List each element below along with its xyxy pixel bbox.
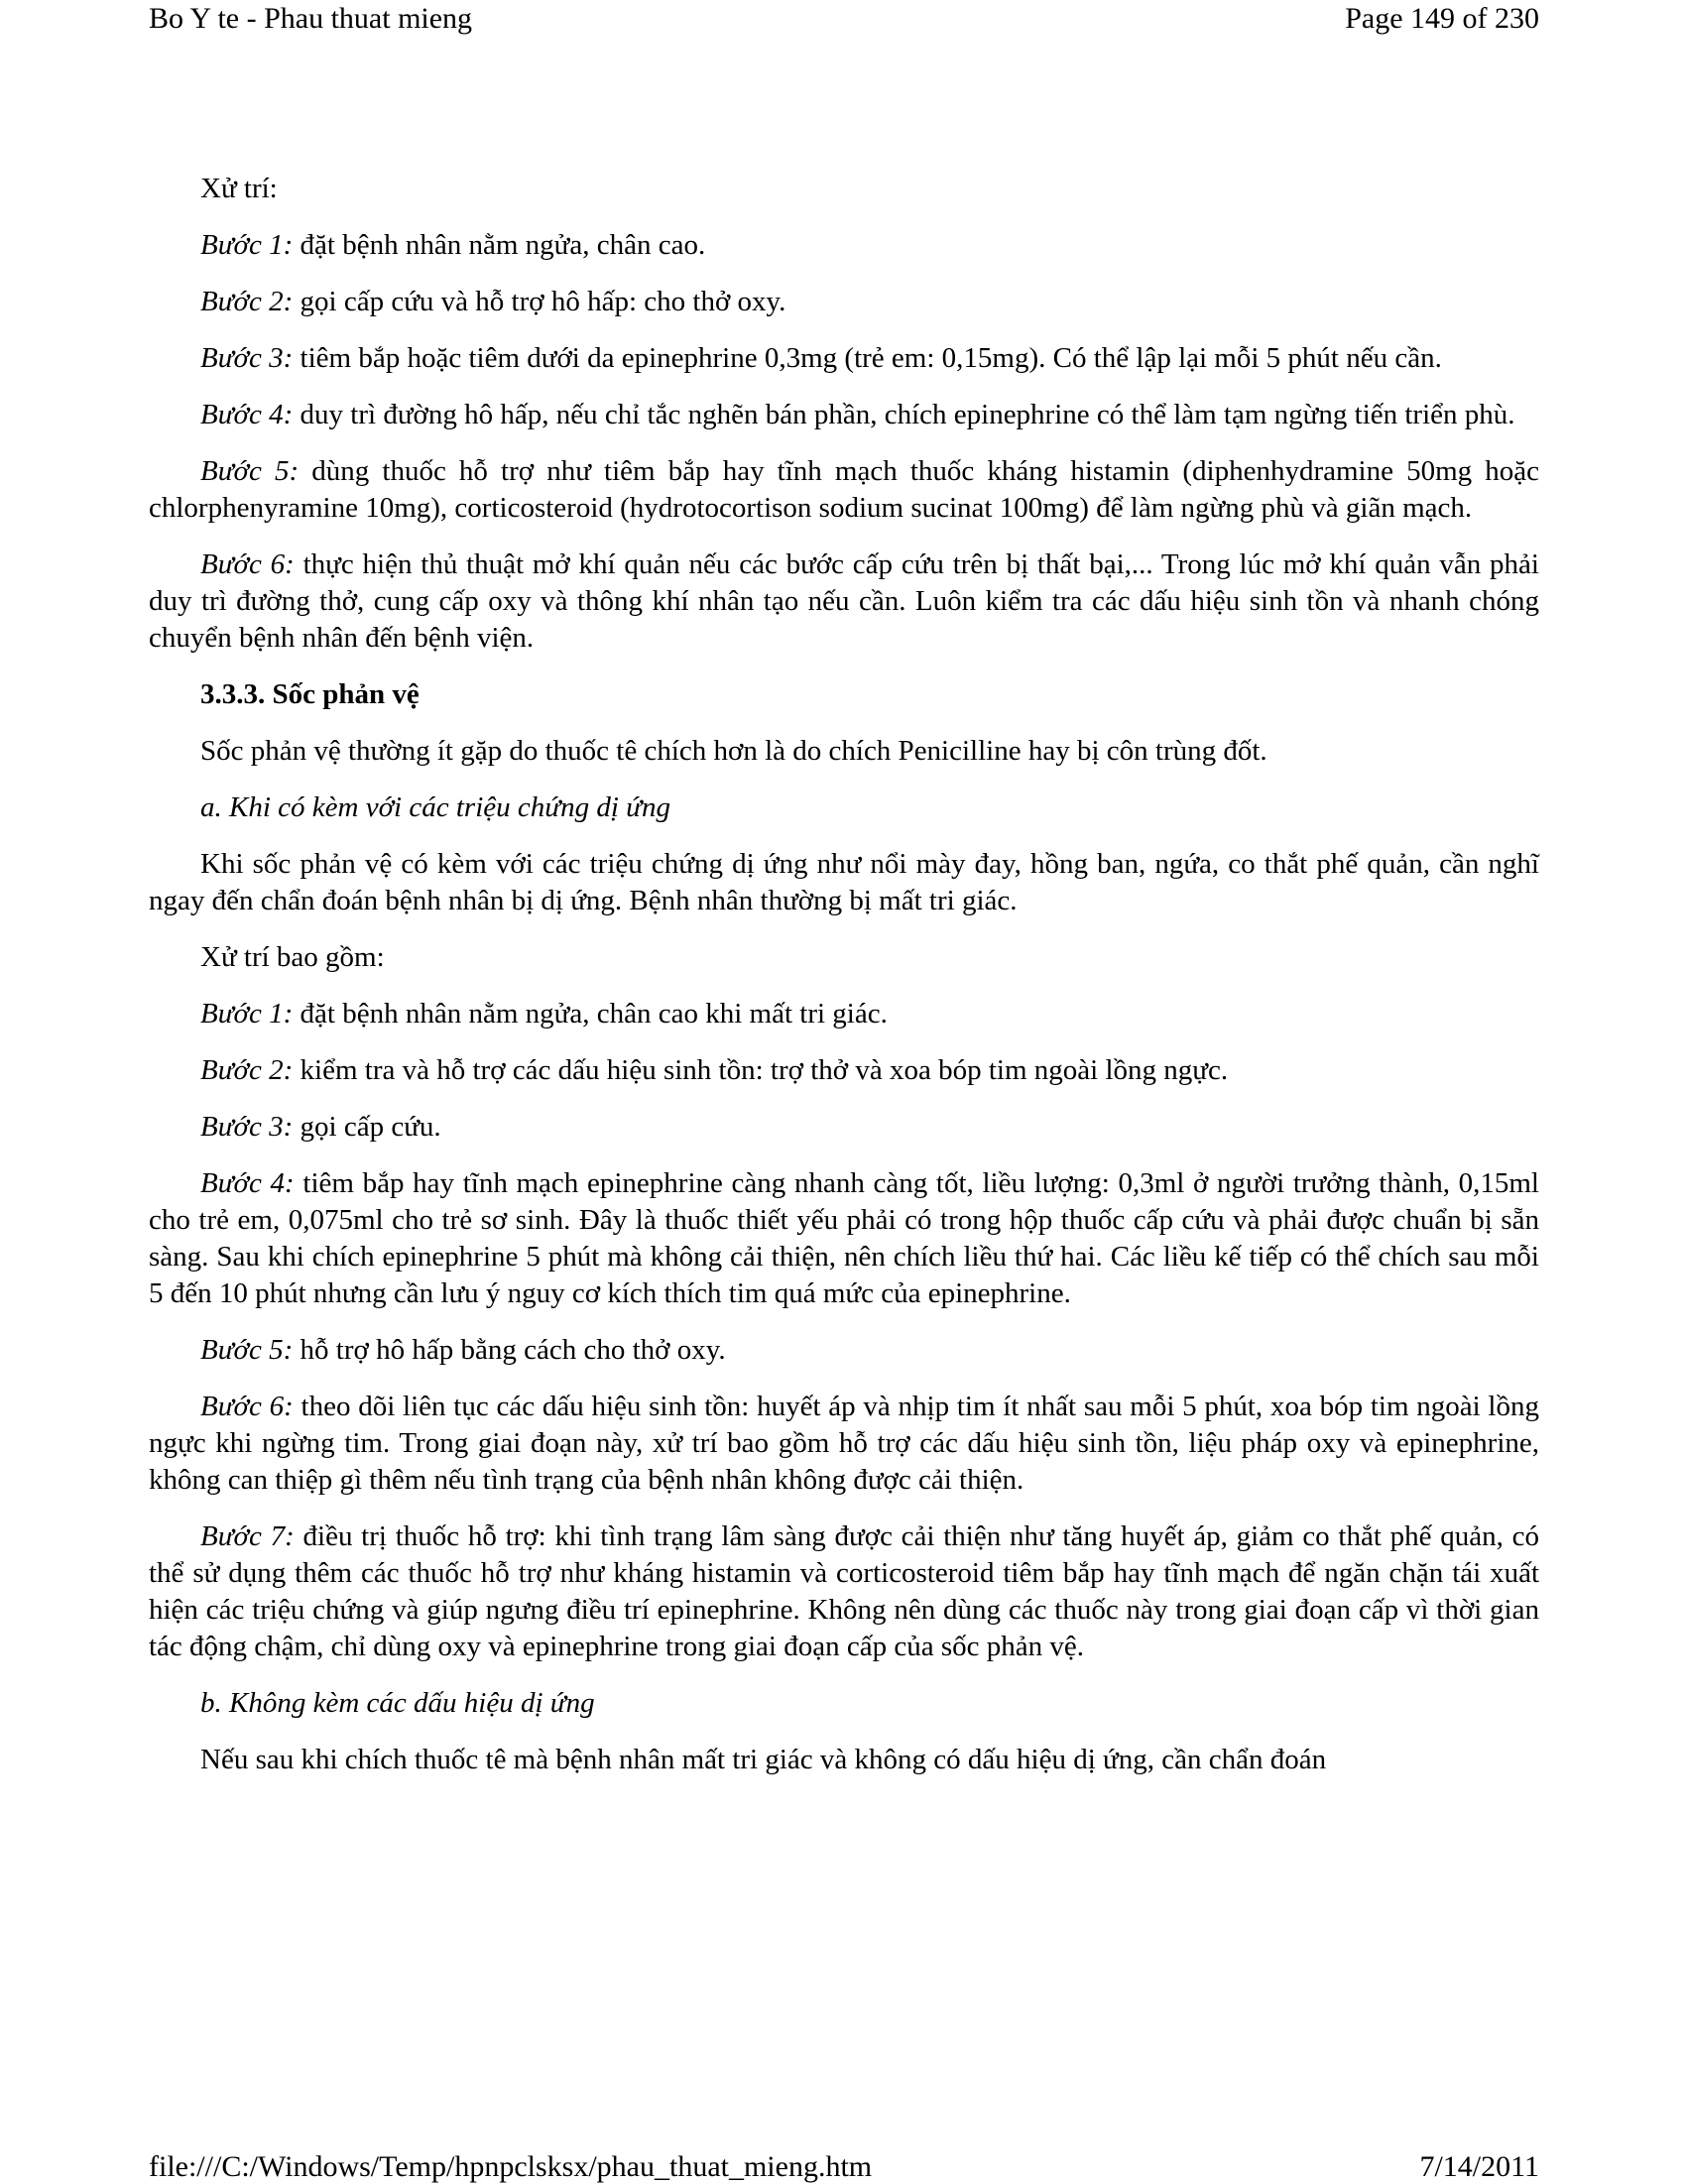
step-label: Bước 6: (200, 1391, 294, 1422)
step-text: hỗ trợ hô hấp bằng cách cho thở oxy. (293, 1334, 726, 1366)
step-text: gọi cấp cứu. (293, 1111, 441, 1143)
paragraph: Xử trí: (200, 173, 278, 204)
step-label: Bước 5: (200, 455, 300, 487)
file-path: file:///C:/Windows/Temp/hpnpclsksx/phau_thuat_mieng.htm (149, 2150, 873, 2183)
paragraph: Xử trí bao gồm: (200, 941, 385, 973)
step-label: Bước 4: (200, 399, 294, 430)
step-text: thực hiện thủ thuật mở khí quản nếu các bước cấp cứu trên bị thất bại,... Trong lúc mở khí quản vẫn phải duy trì đường thở, cung cấp oxy và thông khí nhân tạo nếu cần. Luôn kiểm tra các dấu hiệu sinh tồn và nhanh chóng chuyển bệnh nhân đến bệnh viện. (149, 548, 1539, 654)
step-label: Bước 3: (200, 342, 294, 374)
step-label: Bước 7: (200, 1520, 295, 1552)
step-label: Bước 3: (200, 1111, 294, 1143)
subsection-heading: a. Khi có kèm với các triệu chứng dị ứng (200, 791, 670, 823)
page-header (149, 0, 1539, 40)
page-footer (149, 2150, 1539, 2184)
step-text: điều trị thuốc hỗ trợ: khi tình trạng lâm sàng được cải thiện như tăng huyết áp, giảm co thắt phế quản, có thể sử dụng thêm các thuốc hỗ trợ như kháng histamin và corticosteroid tiêm bắp hay tĩnh mạch để ngăn chặn tái xuất hiện các triệu chứng và giúp ngưng điều trí epinephrine. Không nên dùng các thuốc này trong giai đoạn cấp vì thời gian tác động chậm, chỉ dùng oxy và epinephrine trong giai đoạn cấp của sốc phản vệ. (149, 1520, 1539, 1662)
page-content (149, 171, 1539, 1798)
paragraph (149, 996, 1539, 1032)
step-label: Bước 2: (200, 286, 294, 317)
step-text: duy trì đường hô hấp, nếu chỉ tắc nghẽn bán phần, chích epinephrine có thể làm tạm ngừng tiến triển phù. (293, 399, 1515, 430)
step-label: Bước 2: (200, 1054, 294, 1086)
document-title: Bo Y te - Phau thuat mieng (149, 2, 473, 35)
step-text: dùng thuốc hỗ trợ như tiêm bắp hay tĩnh mạch thuốc kháng histamin (diphenhydramine 50mg hoặc chlorphenyramine 10mg), corticosteroid (hydrotocortison sodium sucinat 100mg) để làm ngừng phù và giãn mạch. (149, 455, 1539, 524)
step-label: Bước 1: (200, 998, 294, 1030)
paragraph (149, 1165, 1539, 1312)
paragraph (149, 227, 1539, 264)
page-number: Page 149 of 230 (1345, 2, 1539, 35)
step-text: đặt bệnh nhân nằm ngửa, chân cao. (293, 229, 706, 261)
step-label: Bước 4: (200, 1167, 295, 1199)
step-label: Bước 1: (200, 229, 294, 261)
subsection-heading: b. Không kèm các dấu hiệu dị ứng (200, 1687, 595, 1719)
paragraph: Nếu sau khi chích thuốc tê mà bệnh nhân mất tri giác và không có dấu hiệu dị ứng, cần chẩn đoán (200, 1744, 1327, 1775)
step-text: đặt bệnh nhân nằm ngửa, chân cao khi mất tri giác. (293, 998, 888, 1030)
step-text: tiêm bắp hoặc tiêm dưới da epinephrine 0,3mg (trẻ em: 0,15mg). Có thể lập lại mỗi 5 phút nếu cần. (293, 342, 1442, 374)
step-text: theo dõi liên tục các dấu hiệu sinh tồn: huyết áp và nhịp tim ít nhất sau mỗi 5 phút, xoa bóp tim ngoài lồng ngực khi ngừng tim. Trong giai đoạn này, xử trí bao gồm hỗ trợ các dấu hiệu sinh tồn, liệu pháp oxy và epinephrine, không can thiệp gì thêm nếu tình trạng của bệnh nhân không được cải thiện. (149, 1391, 1539, 1496)
paragraph: Khi sốc phản vệ có kèm với các triệu chứng dị ứng như nổi mày đay, hồng ban, ngứa, co thắt phế quản, cần nghĩ ngay đến chẩn đoán bệnh nhân bị dị ứng. Bệnh nhân thường bị mất tri giác. (149, 848, 1539, 916)
paragraph (149, 1518, 1539, 1665)
print-date: 7/14/2011 (1419, 2150, 1539, 2183)
paragraph (149, 284, 1539, 320)
paragraph (149, 397, 1539, 433)
paragraph (149, 453, 1539, 527)
paragraph: Sốc phản vệ thường ít gặp do thuốc tê chích hơn là do chích Penicilline hay bị côn trùng đốt. (200, 735, 1267, 767)
step-label: Bước 6: (200, 548, 295, 580)
paragraph (149, 1389, 1539, 1499)
paragraph (149, 1332, 1539, 1369)
paragraph (149, 546, 1539, 657)
paragraph (149, 1109, 1539, 1146)
section-heading: 3.3.3. Sốc phản vệ (200, 678, 420, 710)
step-text: kiểm tra và hỗ trợ các dấu hiệu sinh tồn: trợ thở và xoa bóp tim ngoài lồng ngực. (293, 1054, 1229, 1086)
paragraph (149, 1052, 1539, 1089)
step-text: tiêm bắp hay tĩnh mạch epinephrine càng nhanh càng tốt, liều lượng: 0,3ml ở người trưởng thành, 0,15ml cho trẻ em, 0,075ml cho trẻ sơ sinh. Đây là thuốc thiết yếu phải có trong hộp thuốc cấp cứu và phải được chuẩn bị sẵn sàng. Sau khi chích epinephrine 5 phút mà không cải thiện, nên chích liều thứ hai. Các liều kế tiếp có thể chích sau mỗi 5 đến 10 phút nhưng cần lưu ý nguy cơ kích thích tim quá mức của epinephrine. (149, 1167, 1539, 1309)
step-text: gọi cấp cứu và hỗ trợ hô hấp: cho thở oxy. (293, 286, 786, 317)
paragraph (149, 340, 1539, 377)
step-label: Bước 5: (200, 1334, 294, 1366)
